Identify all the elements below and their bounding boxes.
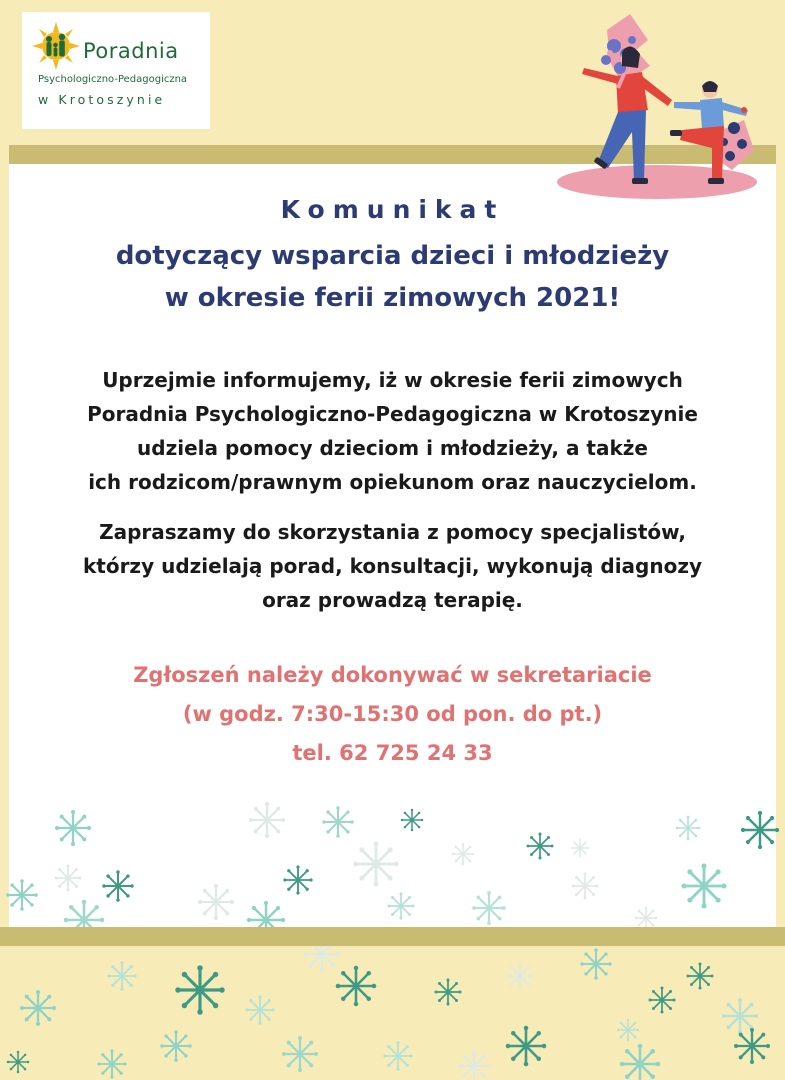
bottom-band [0, 946, 785, 1080]
snowflake-icon [304, 946, 340, 972]
text-line: którzy udzielają porad, konsultacji, wykonują diagnozy [82, 554, 703, 578]
text-line: ich rodzicom/prawnym opiekunom oraz nauczycielom. [88, 470, 697, 494]
snowflake-icon [527, 833, 554, 860]
snowflake-icon [245, 995, 274, 1024]
snowflake-icon [507, 963, 534, 990]
snowflake-icon [571, 839, 589, 857]
snowflake-icon [102, 870, 134, 902]
logo [22, 12, 210, 129]
snowflake-icon [734, 1028, 770, 1064]
snowflake-icon [55, 810, 91, 846]
logo-subtitle: Psychologiczno-Pedagogiczna [38, 74, 188, 85]
info-paragraph [30, 363, 755, 499]
text-line: Poradnia Psychologiczno-Pedagogiczna w Krotoszynie [87, 402, 698, 426]
snowflake-icon [20, 990, 56, 1026]
text-line: udziela pomocy dzieciom i młodzieży, a także [137, 436, 648, 460]
snowflake-icon [249, 802, 285, 838]
snowflake-icon [107, 961, 136, 990]
logo-city: w Krotoszynie [38, 92, 166, 107]
sun-family-icon [32, 22, 80, 70]
snowflake-icon [160, 1030, 192, 1062]
snowflake-icon [6, 879, 38, 911]
snowflake-icon [682, 864, 727, 909]
invitation-paragraph [30, 515, 755, 617]
snowflake-icon [7, 1051, 30, 1074]
snowflake-icon [741, 811, 779, 849]
snowflake-icon [472, 891, 506, 925]
snowflake-icon [354, 842, 399, 887]
text-line: Zapraszamy do skorzystania z pomocy specjalistów, [99, 520, 686, 544]
heading-line-3: w okresie ferii zimowych 2021! [164, 283, 621, 313]
contact-line-phone: tel. 62 725 24 33 [292, 741, 493, 765]
contact-line-hours: (w godz. 7:30-15:30 od pon. do pt.) [182, 702, 603, 726]
snowflake-icon [572, 873, 599, 900]
snowflake-icon [322, 806, 354, 838]
snowflake-icon [676, 816, 701, 841]
snowflake-icon [435, 979, 462, 1006]
heading-line-2: dotyczący wsparcia dzieci i młodzieży [115, 241, 670, 271]
snowflake-icon [97, 1049, 126, 1078]
bottom-divider [0, 927, 785, 946]
snowflake-icon [401, 809, 424, 832]
snowflake-icon [580, 948, 612, 980]
snowflake-icon [198, 884, 234, 920]
snowflake-icon [617, 1019, 640, 1042]
text-line: Uprzejmie informujemy, iż w okresie ferii zimowych [102, 368, 683, 392]
logo-name: Poradnia [83, 39, 179, 63]
snowflake-icon [383, 1041, 412, 1070]
skaters-illustration [552, 10, 757, 200]
snowflake-icon [620, 1044, 661, 1080]
snowflake-icon [687, 963, 714, 990]
contact-info [30, 656, 755, 773]
snowflake-icon [635, 907, 658, 930]
snowflake-icon [506, 1026, 547, 1067]
heading-title: Komunikat [280, 195, 505, 224]
snowflake-icon [336, 966, 377, 1007]
text-line: oraz prowadzą terapię. [262, 588, 523, 612]
snowflake-icon [175, 965, 225, 1015]
snowflake-icon [452, 843, 475, 866]
snowflake-icon [283, 865, 312, 894]
snowflake-icon [458, 1050, 490, 1080]
snowflake-icon [282, 1036, 318, 1072]
snowflake-icon [55, 865, 82, 892]
snowflake-icon [649, 987, 676, 1014]
snowflake-decoration-bottom [0, 946, 785, 1080]
contact-line-registration: Zgłoszeń należy dokonywać w sekretariacie [133, 663, 652, 687]
snowflake-icon [388, 893, 415, 920]
